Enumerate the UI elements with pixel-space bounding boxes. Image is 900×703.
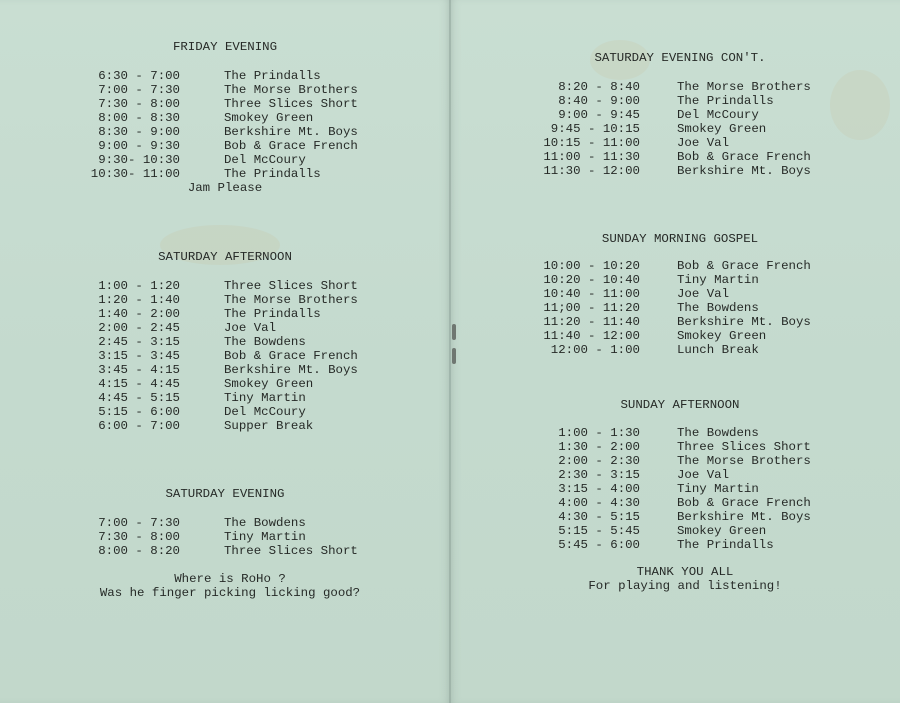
- performer-name: The Morse Brothers: [677, 454, 811, 468]
- time-slot: 3:15 - 3:45: [98, 349, 180, 363]
- schedule-row: [84, 69, 384, 83]
- time-slot: 10:00 - 10:20: [543, 259, 640, 273]
- schedule-row: [84, 544, 384, 558]
- performer-name: Smokey Green: [677, 122, 767, 136]
- performer-name: Smokey Green: [224, 377, 314, 391]
- performer-name: Joe Val: [224, 321, 277, 335]
- time-slot: 4:00 - 4:30: [558, 496, 640, 510]
- performer-name: Del McCoury: [224, 405, 306, 419]
- saturday-evening-cont-title: SATURDAY EVENING CON'T.: [594, 51, 766, 65]
- time-slot: 10:40 - 11:00: [543, 287, 640, 301]
- performer-name: Del McCoury: [224, 153, 306, 167]
- time-slot: 3:45 - 4:15: [98, 363, 180, 377]
- time-slot: 1:40 - 2:00: [98, 307, 180, 321]
- schedule-row: [84, 167, 384, 181]
- time-slot: 5:15 - 6:00: [98, 405, 180, 419]
- performer-name: The Bowdens: [224, 335, 306, 349]
- schedule-row: [528, 510, 848, 524]
- time-slot: 8:00 - 8:30: [98, 111, 180, 125]
- time-slot: 1:00 - 1:20: [98, 279, 180, 293]
- schedule-row: [528, 80, 848, 94]
- time-slot: 11:20 - 11:40: [543, 315, 640, 329]
- thank-you-line-1: THANK YOU ALL: [636, 565, 734, 579]
- time-slot: 1:30 - 2:00: [558, 440, 640, 454]
- performer-name: The Morse Brothers: [677, 80, 811, 94]
- performer-name: Tiny Martin: [224, 530, 306, 544]
- time-slot: 9:00 - 9:45: [558, 108, 640, 122]
- time-slot: 7:30 - 8:00: [98, 530, 180, 544]
- performer-name: Tiny Martin: [224, 391, 306, 405]
- friday-evening-schedule: [84, 69, 384, 181]
- performer-name: Del McCoury: [677, 108, 759, 122]
- schedule-row: [84, 139, 384, 153]
- time-slot: 12:00 - 1:00: [550, 343, 640, 357]
- schedule-row: [528, 440, 848, 454]
- performer-name: The Bowdens: [677, 426, 759, 440]
- schedule-row: [528, 538, 848, 552]
- schedule-row: [84, 293, 384, 307]
- jam-please-note: Jam Please: [187, 181, 263, 195]
- performer-name: Three Slices Short: [224, 279, 358, 293]
- schedule-row: [84, 377, 384, 391]
- performer-name: Smokey Green: [677, 329, 767, 343]
- time-slot: 7:00 - 7:30: [98, 83, 180, 97]
- schedule-row: [528, 94, 848, 108]
- time-slot: 11:30 - 12:00: [543, 164, 640, 178]
- time-slot: 5:15 - 5:45: [558, 524, 640, 538]
- saturday-evening-cont-schedule: [528, 80, 848, 178]
- sunday-morning-gospel-schedule: [528, 259, 848, 357]
- time-slot: 6:00 - 7:00: [98, 419, 180, 433]
- performer-name: Bob & Grace French: [224, 349, 358, 363]
- performer-name: Bob & Grace French: [677, 150, 811, 164]
- performer-name: Smokey Green: [224, 111, 314, 125]
- performer-name: The Prindalls: [224, 307, 321, 321]
- saturday-afternoon-schedule: [84, 279, 384, 433]
- schedule-row: [84, 349, 384, 363]
- performer-name: Tiny Martin: [677, 482, 759, 496]
- schedule-row: [84, 83, 384, 97]
- saturday-afternoon-title: SATURDAY AFTERNOON: [158, 250, 292, 264]
- time-slot: 4:15 - 4:45: [98, 377, 180, 391]
- performer-name: Supper Break: [224, 419, 314, 433]
- schedule-row: [528, 287, 848, 301]
- performer-name: Bob & Grace French: [224, 139, 358, 153]
- schedule-row: [84, 125, 384, 139]
- schedule-row: [528, 482, 848, 496]
- schedule-row: [84, 530, 384, 544]
- friday-evening-title: FRIDAY EVENING: [172, 40, 278, 54]
- performer-name: Joe Val: [677, 468, 730, 482]
- schedule-row: [84, 307, 384, 321]
- schedule-row: [528, 273, 848, 287]
- performer-name: Berkshire Mt. Boys: [677, 315, 811, 329]
- performer-name: Berkshire Mt. Boys: [224, 363, 358, 377]
- schedule-row: [528, 315, 848, 329]
- time-slot: 1:00 - 1:30: [558, 426, 640, 440]
- performer-name: Three Slices Short: [224, 544, 358, 558]
- performer-name: Three Slices Short: [224, 97, 358, 111]
- schedule-row: [528, 524, 848, 538]
- schedule-row: [84, 153, 384, 167]
- performer-name: Smokey Green: [677, 524, 767, 538]
- schedule-row: [528, 496, 848, 510]
- performer-name: The Morse Brothers: [224, 83, 358, 97]
- roho-note-line-2: Was he finger picking licking good?: [99, 586, 361, 600]
- schedule-row: [528, 454, 848, 468]
- time-slot: 2:00 - 2:30: [558, 454, 640, 468]
- performer-name: Joe Val: [677, 136, 730, 150]
- schedule-row: [528, 108, 848, 122]
- staple-bottom: [452, 348, 456, 364]
- performer-name: Three Slices Short: [677, 440, 811, 454]
- performer-name: The Prindalls: [677, 94, 774, 108]
- saturday-evening-schedule: [84, 516, 384, 558]
- performer-name: Lunch Break: [677, 343, 759, 357]
- saturday-evening-title: SATURDAY EVENING: [165, 487, 285, 501]
- time-slot: 6:30 - 7:00: [98, 69, 180, 83]
- schedule-row: [84, 335, 384, 349]
- time-slot: 8:20 - 8:40: [558, 80, 640, 94]
- schedule-row: [528, 329, 848, 343]
- time-slot: 4:45 - 5:15: [98, 391, 180, 405]
- time-slot: 2:30 - 3:15: [558, 468, 640, 482]
- performer-name: The Prindalls: [224, 69, 321, 83]
- performer-name: Bob & Grace French: [677, 496, 811, 510]
- performer-name: Bob & Grace French: [677, 259, 811, 273]
- schedule-row: [84, 391, 384, 405]
- performer-name: The Prindalls: [224, 167, 321, 181]
- time-slot: 9:45 - 10:15: [550, 122, 640, 136]
- time-slot: 11:40 - 12:00: [543, 329, 640, 343]
- time-slot: 10:20 - 10:40: [543, 273, 640, 287]
- schedule-row: [84, 405, 384, 419]
- time-slot: 3:15 - 4:00: [558, 482, 640, 496]
- time-slot: 8:00 - 8:20: [98, 544, 180, 558]
- sunday-afternoon-schedule: [528, 426, 848, 552]
- schedule-row: [528, 468, 848, 482]
- schedule-row: [84, 97, 384, 111]
- performer-name: Berkshire Mt. Boys: [677, 164, 811, 178]
- schedule-row: [84, 516, 384, 530]
- schedule-row: [528, 301, 848, 315]
- sunday-afternoon-title: SUNDAY AFTERNOON: [620, 398, 740, 412]
- performer-name: Berkshire Mt. Boys: [677, 510, 811, 524]
- schedule-row: [528, 122, 848, 136]
- center-fold: [449, 0, 451, 703]
- time-slot: 8:30 - 9:00: [98, 125, 180, 139]
- performer-name: Berkshire Mt. Boys: [224, 125, 358, 139]
- time-slot: 5:45 - 6:00: [558, 538, 640, 552]
- schedule-row: [84, 111, 384, 125]
- thank-you-line-2: For playing and listening!: [588, 579, 782, 593]
- schedule-row: [528, 150, 848, 164]
- schedule-row: [528, 136, 848, 150]
- time-slot: 1:20 - 1:40: [98, 293, 180, 307]
- schedule-row: [84, 419, 384, 433]
- schedule-row: [528, 343, 848, 357]
- performer-name: The Morse Brothers: [224, 293, 358, 307]
- time-slot: 11:00 - 11:30: [543, 150, 640, 164]
- roho-note-line-1: Where is RoHo ?: [174, 572, 286, 586]
- time-slot: 11;00 - 11:20: [543, 301, 640, 315]
- time-slot: 7:00 - 7:30: [98, 516, 180, 530]
- schedule-row: [84, 279, 384, 293]
- time-slot: 2:45 - 3:15: [98, 335, 180, 349]
- time-slot: 8:40 - 9:00: [558, 94, 640, 108]
- schedule-row: [528, 164, 848, 178]
- performer-name: The Bowdens: [224, 516, 306, 530]
- schedule-row: [84, 321, 384, 335]
- time-slot: 4:30 - 5:15: [558, 510, 640, 524]
- time-slot: 10:30- 11:00: [90, 167, 180, 181]
- time-slot: 2:00 - 2:45: [98, 321, 180, 335]
- performer-name: The Prindalls: [677, 538, 774, 552]
- time-slot: 9:30- 10:30: [98, 153, 180, 167]
- time-slot: 7:30 - 8:00: [98, 97, 180, 111]
- sunday-morning-gospel-title: SUNDAY MORNING GOSPEL: [601, 232, 759, 246]
- performer-name: Tiny Martin: [677, 273, 759, 287]
- schedule-row: [528, 259, 848, 273]
- performer-name: The Bowdens: [677, 301, 759, 315]
- staple-top: [452, 324, 456, 340]
- schedule-row: [528, 426, 848, 440]
- time-slot: 10:15 - 11:00: [543, 136, 640, 150]
- performer-name: Joe Val: [677, 287, 730, 301]
- time-slot: 9:00 - 9:30: [98, 139, 180, 153]
- schedule-row: [84, 363, 384, 377]
